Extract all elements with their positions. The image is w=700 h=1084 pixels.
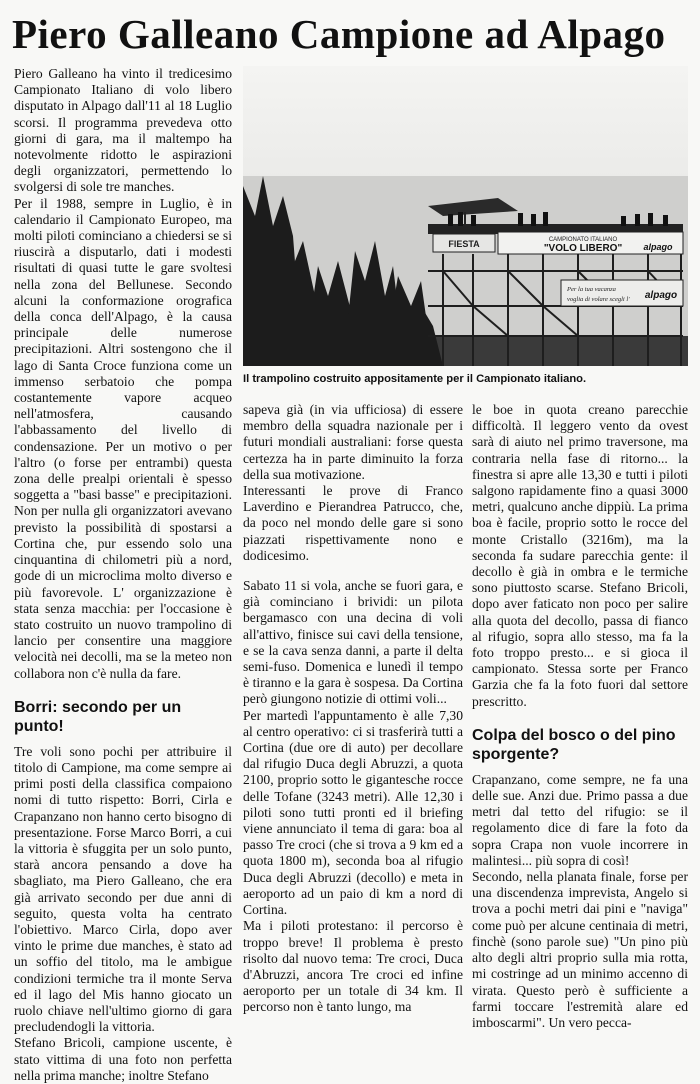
paragraph: Piero Galleano ha vinto il tredicesimo Campionato Italiano di volo libero disputato in Alpago dall'11 al 18 Luglio scorsi. Il programma prevedeva otto giorni di gara, ma il maltempo ha notevolmente ridotto le aspirazioni degli organizzatori, permettendo lo svolgersi di sole tre manches. [14, 66, 232, 195]
headline: Piero Galleano Campione ad Alpago [12, 11, 666, 57]
paragraph: Secondo, nella planata finale, forse per una discendenza imprevista, Angelo si trova a pochi metri dai pini e "naviga" come può per alcune centinaia di metri, finchè (sono parole sue) "Un pino più alto degli altri proprio sulla mia rotta, mi costringe ad un minimo accenno di virata. Questo però è sufficiente a farmi toccare l'estremità alare ed imboscarmi". Un vero pecca- [472, 869, 688, 1030]
column-1 [14, 66, 232, 1083]
paragraph: Ma i piloti protestano: il percorso è troppo breve! Il problema è presto risolto dal nuovo tema: Tre croci, Duca d'Abruzzi, ancora Tre croci ed infine aeroporto per un totale di 34 km. Il percorso non è tanto lungo, ma [243, 918, 463, 1015]
paragraph: Per martedì l'appuntamento è alle 7,30 al centro operativo: ci si trasferirà tutti a Cortina (due ore di auto) per decollare dal rifugio Duca degli Abruzzi, a quota 2100, proprio sotto le gigantesche rocce delle Tofane (3243 metri). Alle 12,30 i piloti sono tutti pronti ed il briefing viene annunciato il tema di gara: boa al passo Tre croci (che si trova a 9 km ed a quota 1800 m), seconda boa al rifugio Duca degli Abruzzi (decollo) e meta in aeroporto ad un paio di km a nord di Cortina. [243, 707, 463, 918]
banner-brand: alpago [643, 242, 673, 252]
paragraph: Interessanti le prove di Franco Laverdino e Pierandrea Patrucco, che, da poco nel mondo delle gare si sono piazzati rispettivamente nono e dodicesimo. [243, 483, 463, 563]
paragraph: Tre voli sono pochi per attribuire il titolo di Campione, ma come sempre ai primi posti della classifica compaiono nomi di tutto rispetto: Borri, Cirla e Crapanzano non hanno certo bisogno di presentazione. Forse Marco Borri, a cui la vittoria è sfuggita per un solo punto, starà ancora pensando a dove ha sbagliato, ma Piero Galleano, che era già arrivato secondo per due anni di seguito, questa volta ha centrato l'obiettivo. Marco Cirla, dopo aver vinto le prime due manches, è stato ad un soffio del titolo, ma le ambigue condizioni termiche tra il monte Serva ed il lago del Mis hanno giocato un ruolo chiave nell'ultimo giorno di gara precludendogli la vittoria. [14, 743, 232, 1035]
sign-text-2: voglia di volare scegli l' [567, 296, 630, 303]
paragraph: sapeva già (in via ufficiosa) di essere membro della squadra nazionale per i futuri mondiali australiani: forse questa certezza ha in parte diminuito la forza della sua motivazione. [243, 402, 463, 482]
left-sign-text: FIESTA [448, 239, 480, 249]
paragraph: le boe in quota creano parecchie difficoltà. Il leggero vento da ovest sarà di aiuto nel primo traversone, ma contraria nella fase di ritorno... la finestra si apre alle 13,30 e tutti i piloti salgono rapidamente fino a quasi 3000 metri, qualcuno anche dippiù. La prima boa è facile, proprio sotto le rocce del monte Cristallo (3216m), ma la seconda fa sudare parecchia gente: il decollo è già in ombra e le termiche sono piuttosto scarse. Stefano Bricoli, dopo aver faticato non poco per salire alla quota del decollo, passa di fianco al rifugio, sopra allo stesso, ma fa la foto troppo presto... e si gioca il campionato. Stessa sorte per Franco Garzia che fa la foto fuori dal settore prescritto. [472, 402, 688, 709]
sign-brand: alpago [644, 290, 678, 301]
paragraph: Stefano Bricoli, campione uscente, è stato vittima di una foto non perfetta nella prima manche; inoltre Stefano [14, 1035, 232, 1083]
paragraph: Sabato 11 si vola, anche se fuori gara, e già cominciano i brividi: un pilota bergamasco con una decina di voli all'attivo, finisce sui cavi della tensione, e se la cava senza danni, a parte il delta semi-fuso. Domenica e lunedì il tempo è tiranno e la gara è sospesa. Da Cortina però giungono notizie di ottimi voli... [243, 578, 463, 707]
sign-text-1: Per la tua vacanza [567, 286, 616, 293]
photo-trampoline [243, 66, 688, 366]
paragraph: Crapanzano, come sempre, ne fa una delle sue. Anzi due. Primo passa a due metri dal tetto del rifugio: se il regolamento dice di fare la foto da sopra Crapa non vuole incorrere in malintesi... più sopra di così! [472, 771, 688, 868]
subheading-bosco: Colpa del bosco o del pino sporgente? [472, 726, 676, 763]
subheading-borri: Borri: secondo per un punto! [14, 698, 182, 735]
banner-line1: CAMPIONATO ITALIANO [548, 237, 618, 243]
column-2 [243, 402, 463, 1015]
photo-caption: Il trampolino costruito appositamente per il Campionato italiano. [243, 373, 587, 385]
paragraph: Per il 1988, sempre in Luglio, è in calendario il Campionato Europeo, ma molti piloti cominciano a chiedersi se si riuscirà a disputarlo, dati i modesti risultati di quasi tutte le gare svoltesi nella zona del Bellunese. Secondo alcuni la conformazione orografica della conca dell'Alpago, è la causa principale delle numerose precipitazioni. Altri sostengono che il lago di Santa Croce funziona come un immenso serbatoio che pompa costantemente vapore acqueo nell'atmosfera, causando l'abbassamento del livello di condensazione. Per un motivo o per l'altro (o forse per entrambi) questa zona delle prealpi orientali è spesso soggetta a "basi basse" e precipitazioni. Non per nulla gli organizzatori avevano previsto la possibilità di spostarsi a Cortina che, pur essendo solo una cinquantina di chilometri più a nord, gode di un microclima molto diverso e più favorevole. L' organizzazione è stata senza macchia: per l'occasione è stato costruito un nuovo trampolino di lancio per consentire una maggiore velocità nei decolli, ma se la meteo non collabora non c'è nulla da fare. [14, 195, 232, 681]
column-3 [472, 402, 688, 1030]
banner-line2: "VOLO LIBERO" [543, 243, 623, 254]
